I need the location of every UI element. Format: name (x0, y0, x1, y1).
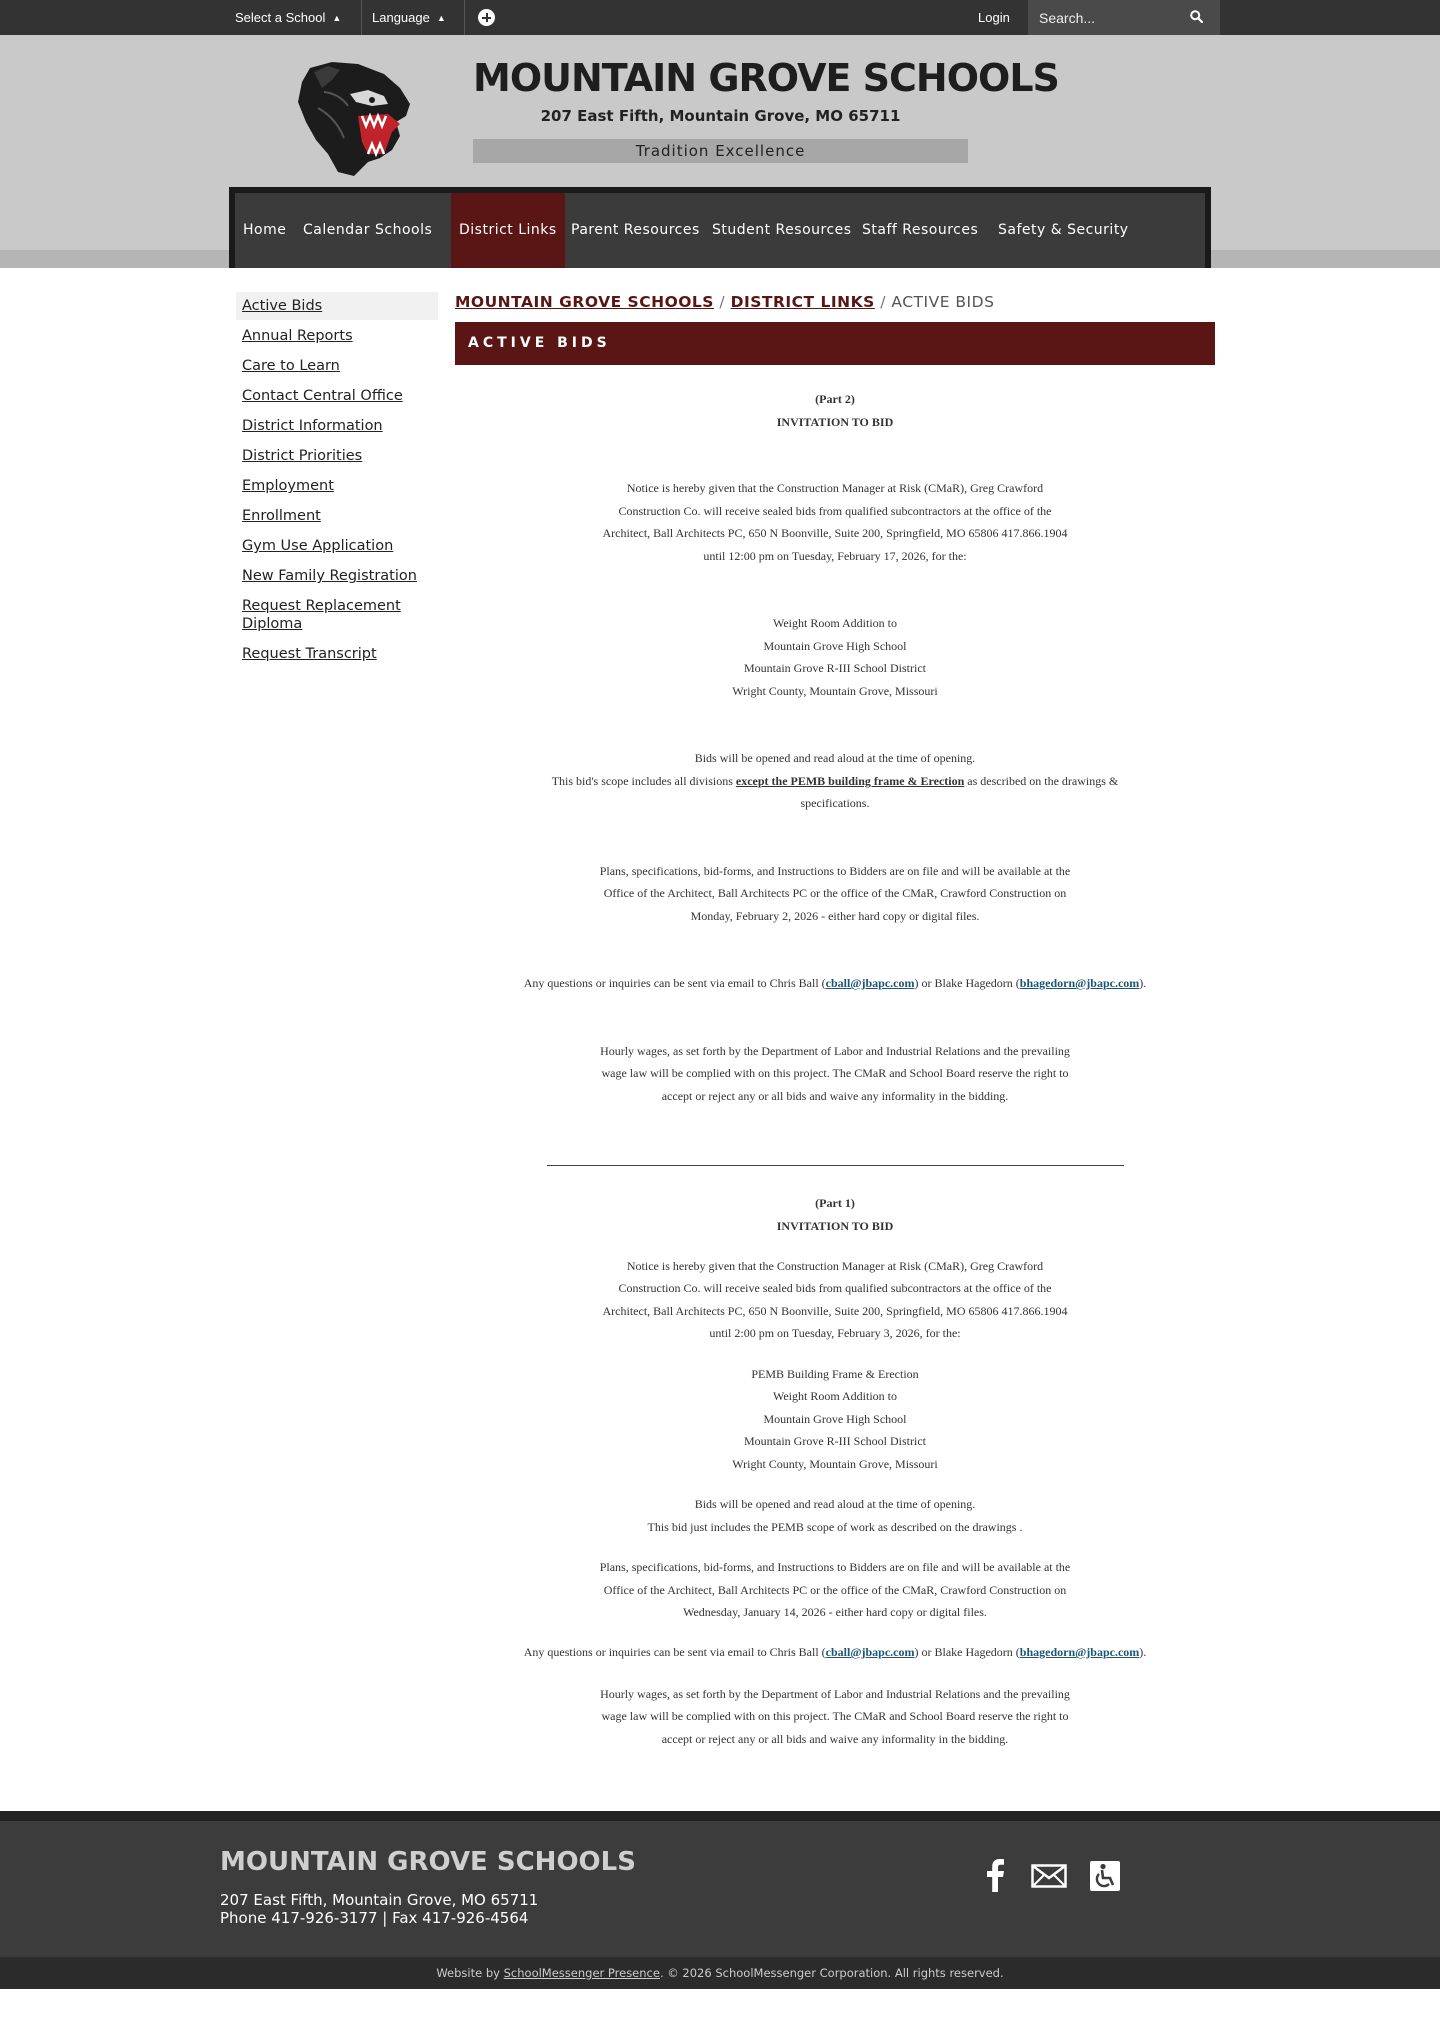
divider (361, 0, 362, 35)
site-tagline: Tradition Excellence (473, 139, 968, 163)
part2-wages-line: wage law will be complied with on this project. The CMaR and School Board reserve the right to (601, 1066, 1069, 1080)
part1-label: (Part 1) (815, 1196, 855, 1210)
nav-calendar[interactable]: Calendar (303, 222, 370, 238)
section-divider (547, 1165, 1124, 1166)
part1-project-line: Wright County, Mountain Grove, Missouri (732, 1457, 938, 1471)
sidebar-item-label: Care to Learn (242, 358, 340, 374)
panther-logo[interactable] (288, 58, 416, 178)
main-nav (229, 187, 1211, 268)
sidebar-item-annual-reports[interactable] (236, 327, 438, 345)
sidebar-item-enrollment[interactable] (236, 507, 438, 525)
breadcrumb-separator: / (880, 293, 886, 311)
sidebar-item-care-to-learn[interactable] (236, 357, 438, 375)
plus-circle-icon[interactable] (478, 9, 495, 26)
footer-phone: Phone 417-926-3177 | Fax 417-926-4564 (220, 1909, 529, 1927)
nav-district-links[interactable]: District Links (451, 193, 565, 268)
part1-heading: INVITATION TO BID (776, 1219, 894, 1233)
part1-wages-line: wage law will be complied with on this project. The CMaR and School Board reserve the right to (601, 1709, 1069, 1723)
email-icon[interactable] (1031, 1864, 1067, 1888)
search-input[interactable] (1028, 0, 1189, 35)
sidebar-item-active-bids[interactable] (236, 292, 438, 320)
search-icon[interactable] (1190, 10, 1203, 23)
part1-plans-line: Wednesday, January 14, 2026 - either hard copy or digital files. (683, 1605, 987, 1619)
part1-wages-line: accept or reject any or all bids and waive any informality in the bidding. (661, 1732, 1009, 1746)
sidebar-item-label: Employment (242, 478, 334, 494)
site-address: 207 East Fifth, Mountain Grove, MO 65711 (540, 107, 901, 125)
site-title[interactable]: MOUNTAIN GROVE SCHOOLS (473, 56, 1059, 100)
part1-questions-text: ). (1139, 1645, 1147, 1659)
part2-questions-text: Any questions or inquiries can be sent via email to Chris Ball ( (523, 976, 826, 990)
sidebar-item-label: Contact Central Office (242, 388, 403, 404)
sidebar-item-district-priorities[interactable] (236, 447, 438, 465)
part1-notice-line: until 2:00 pm on Tuesday, February 3, 2026, for the: (709, 1326, 961, 1340)
part2-scope-emphasis: except the PEMB building frame & Erection (735, 774, 965, 788)
page-title: ACTIVE BIDS (468, 335, 611, 351)
part2-wages-line: accept or reject any or all bids and waive any informality in the bidding. (661, 1089, 1009, 1103)
nav-staff-resources[interactable]: Staff Resources (862, 222, 979, 238)
sidebar-item-label: Active Bids (242, 298, 323, 314)
nav-student-resources[interactable]: Student Resources (712, 222, 852, 238)
nav-home[interactable]: Home (243, 222, 287, 238)
breadcrumb-current: ACTIVE BIDS (891, 293, 995, 311)
login-link[interactable]: Login (978, 10, 1010, 25)
search-box (1028, 0, 1220, 35)
select-school-label: Select a School (235, 10, 326, 25)
email-link-chris-ball[interactable]: cball@jbapc.com (825, 1645, 915, 1659)
part1-project-line: Mountain Grove R-III School District (744, 1434, 926, 1448)
language-label: Language (372, 10, 430, 25)
sidebar-item-label: District Information (242, 418, 383, 434)
part2-plans-line: Plans, specifications, bid-forms, and Instructions to Bidders are on file and will be available at the (599, 864, 1071, 878)
select-school-dropdown[interactable] (235, 0, 341, 35)
part2-plans-line: Monday, February 2, 2026 - either hard copy or digital files. (690, 909, 980, 923)
part2-heading: INVITATION TO BID (776, 415, 894, 429)
breadcrumb-home[interactable]: MOUNTAIN GROVE SCHOOLS (455, 293, 714, 311)
sidebar-item-label: District Priorities (242, 448, 363, 464)
credit-text: Website by (436, 1966, 504, 1980)
sidebar-item-new-family-registration[interactable] (236, 567, 438, 585)
part2-questions-text: ). (1139, 976, 1147, 990)
part2-scope-text: This bid's scope includes all divisions (551, 774, 736, 788)
part1-questions-text: ) or Blake Hagedorn ( (914, 1645, 1020, 1659)
sidebar-item-request-transcript[interactable] (236, 645, 438, 663)
part1-project-line: Weight Room Addition to (772, 1389, 898, 1403)
part1-project-line: PEMB Building Frame & Erection (751, 1367, 919, 1381)
sort-caret-icon: ▲ (436, 13, 446, 23)
accessibility-icon[interactable] (1089, 1860, 1121, 1892)
email-link-chris-ball[interactable]: cball@jbapc.com (825, 976, 915, 990)
part2-notice-line: Architect, Ball Architects PC, 650 N Boonville, Suite 200, Springfield, MO 65806 417.866.1904 (602, 526, 1068, 540)
email-link-blake-hagedorn[interactable]: bhagedorn@jbapc.com (1019, 1645, 1140, 1659)
site-footer (0, 1821, 1440, 1957)
sort-caret-icon: ▲ (332, 13, 342, 23)
nav-schools[interactable]: Schools (375, 222, 433, 238)
sidebar-item-district-information[interactable] (236, 417, 438, 435)
breadcrumb-section[interactable]: DISTRICT LINKS (730, 293, 875, 311)
nav-parent-resources[interactable]: Parent Resources (571, 222, 700, 238)
sidebar-item-employment[interactable] (236, 477, 438, 495)
sidebar-item-contact-central-office[interactable] (236, 387, 438, 405)
sidebar-item-label: Annual Reports (242, 328, 353, 344)
email-link-blake-hagedorn[interactable]: bhagedorn@jbapc.com (1019, 976, 1140, 990)
breadcrumb (455, 293, 994, 311)
footer-top-border (0, 1811, 1440, 1821)
main-nav-inner (235, 193, 1205, 268)
part2-label: (Part 2) (815, 392, 855, 406)
part2-notice-line: until 12:00 pm on Tuesday, February 17, 2026, for the: (703, 549, 967, 563)
schoolmessenger-link[interactable]: SchoolMessenger Presence (503, 1966, 660, 1980)
part2-project-line: Wright County, Mountain Grove, Missouri (732, 684, 938, 698)
part2-scope-text: as described on the drawings & (964, 774, 1119, 788)
part1-plans-line: Plans, specifications, bid-forms, and Instructions to Bidders are on file and will be available at the (599, 1560, 1071, 1574)
part1-questions-text: Any questions or inquiries can be sent via email to Chris Ball ( (523, 1645, 826, 1659)
utility-bar (0, 0, 1440, 35)
part2-notice-line: Construction Co. will receive sealed bids from qualified subcontractors at the office of the (618, 504, 1052, 518)
sidebar-item-request-replacement-diploma[interactable] (236, 597, 406, 633)
part2-questions (455, 972, 1215, 995)
part1-notice-line: Architect, Ball Architects PC, 650 N Boonville, Suite 200, Springfield, MO 65806 417.866.1904 (602, 1304, 1068, 1318)
part1-notice-line: Notice is hereby given that the Construction Manager at Risk (CMaR), Greg Crawford (626, 1259, 1044, 1273)
part1-bids-opened: Bids will be opened and read aloud at the time of opening. (694, 1497, 976, 1511)
divider (464, 0, 465, 35)
page-title-banner (455, 322, 1215, 365)
part1-project-line: Mountain Grove High School (763, 1412, 907, 1426)
sidebar-item-label: Enrollment (242, 508, 321, 524)
part2-project-line: Weight Room Addition to (772, 616, 898, 630)
sidebar-item-label: Request Transcript (242, 646, 377, 662)
part2-scope-end: specifications. (800, 796, 870, 810)
part1-scope: This bid just includes the PEMB scope of work as described on the drawings . (647, 1520, 1023, 1534)
part2-questions-text: ) or Blake Hagedorn ( (914, 976, 1020, 990)
facebook-icon[interactable] (985, 1858, 1005, 1892)
credit-text: . © 2026 SchoolMessenger Corporation. All rights reserved. (659, 1966, 1004, 1980)
part2-scope (455, 770, 1215, 793)
part2-project-line: Mountain Grove R-III School District (744, 661, 926, 675)
part2-plans-line: Office of the Architect, Ball Architects PC or the office of the CMaR, Crawford Construction on (603, 886, 1067, 900)
part2-notice-line: Notice is hereby given that the Construction Manager at Risk (CMaR), Greg Crawford (626, 481, 1044, 495)
part1-wages-line: Hourly wages, as set forth by the Department of Labor and Industrial Relations and the prevailing (600, 1687, 1070, 1701)
part2-bids-opened: Bids will be opened and read aloud at the time of opening. (694, 751, 976, 765)
sidebar-item-label: New Family Registration (242, 568, 417, 584)
part2-project-line: Mountain Grove High School (763, 639, 907, 653)
part2-wages-line: Hourly wages, as set forth by the Department of Labor and Industrial Relations and the prevailing (600, 1044, 1070, 1058)
part1-notice-line: Construction Co. will receive sealed bids from qualified subcontractors at the office of the (618, 1281, 1052, 1295)
breadcrumb-separator: / (719, 293, 726, 311)
sidebar-item-label: Gym Use Application (242, 538, 394, 554)
copyright-bar (0, 1957, 1440, 1989)
part1-questions (455, 1641, 1215, 1664)
footer-address: 207 East Fifth, Mountain Grove, MO 65711 (220, 1891, 539, 1909)
nav-safety-security[interactable]: Safety & Security (998, 222, 1129, 238)
language-dropdown[interactable] (372, 0, 446, 35)
footer-title: MOUNTAIN GROVE SCHOOLS (220, 1847, 636, 1877)
sidebar-item-gym-use-application[interactable] (236, 537, 438, 555)
sidebar-item-label: Request Replacement Diploma (242, 598, 401, 632)
part1-plans-line: Office of the Architect, Ball Architects PC or the office of the CMaR, Crawford Construction on (603, 1583, 1067, 1597)
